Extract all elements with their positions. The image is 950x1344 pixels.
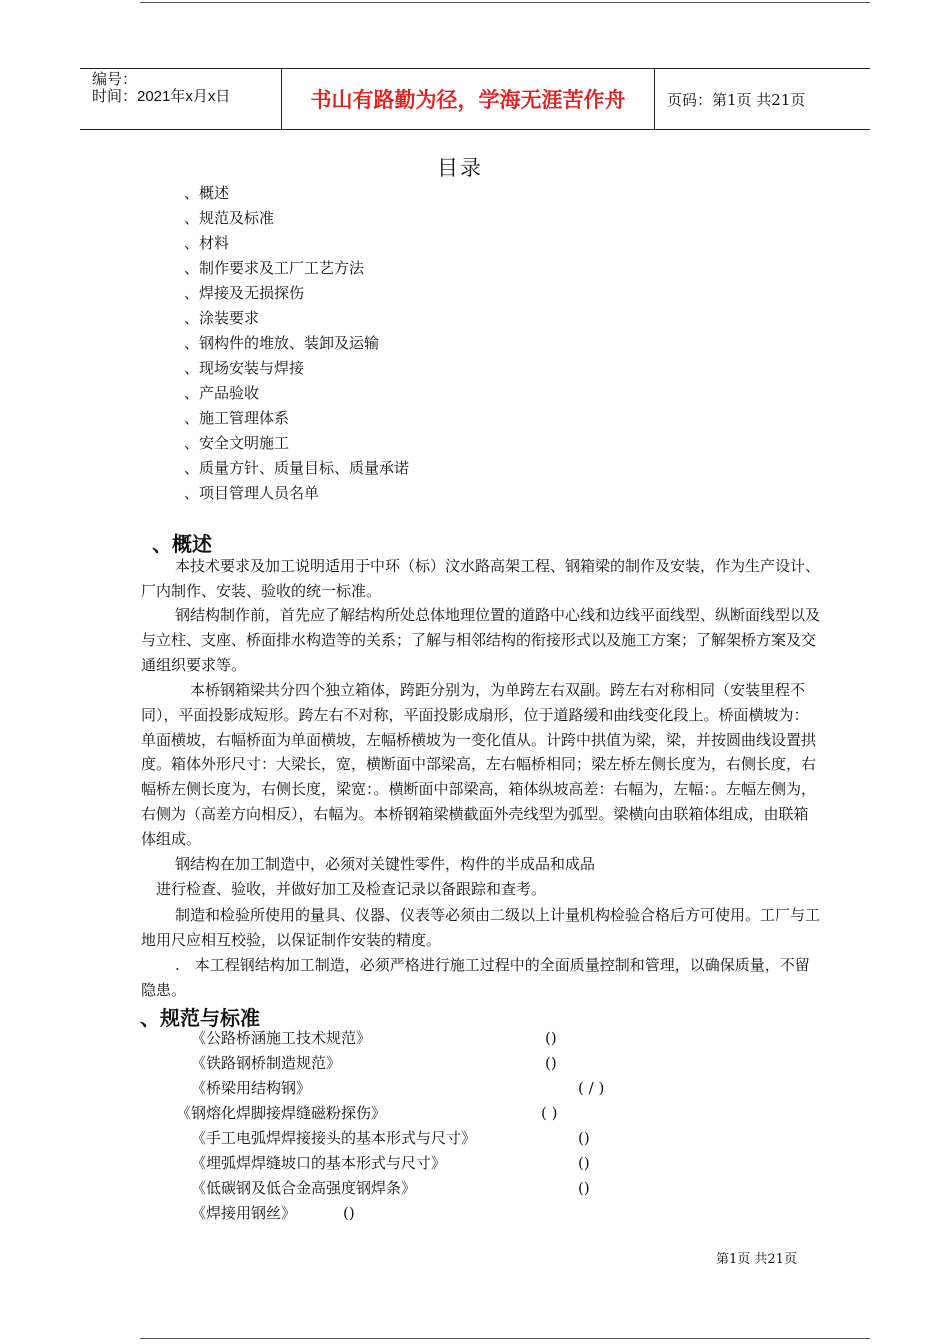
paragraph: 本桥钢箱梁共分四个独立箱体，跨距分别为，为单跨左右双副。跨左右对称相同（安装里程不同），平面投影成短形。跨左右不对称，平面投影成扇形，位于道路缓和曲线变化段上。桥面横坡为：单面横坡，右幅桥面为单面横坡，左幅桥横坡为一变化值从。计跨中拱值为梁，梁，并按圆曲线设置拱度。箱体外形尺寸：大梁长，宽，横断面中部梁高，左右幅桥相同；梁左桥左侧长度为，右侧长度，右幅桥左侧长度为，右侧长度，梁宽：。横断面中部梁高，箱体纵坡高差：右幅为，左幅：。左幅左侧为，右侧为（高差方向相反），右幅为。本桥钢箱梁横截面外壳线型为弧型。梁横向由联箱体组成，由联箱体组成。	[141, 681, 817, 848]
toc-item: 、制作要求及工厂工艺方法	[184, 259, 365, 277]
standard-name: 《焊接用钢丝》	[191, 1204, 297, 1222]
paragraph: 本技术要求及加工说明适用于中环（标）汶水路高架工程、钢箱梁的制作及安装，作为生产设计、厂内制作、安装、验收的统一标准。	[141, 557, 821, 600]
toc-item: 、项目管理人员名单	[184, 484, 320, 502]
header-page-cell	[655, 69, 870, 129]
header-motto-cell	[282, 69, 655, 129]
table-of-contents	[184, 181, 409, 506]
toc-item: 、现场安装与焊接	[184, 359, 305, 377]
standard-code: ()	[578, 1179, 590, 1197]
standard-code: ( / )	[578, 1079, 605, 1097]
standard-code: ()	[343, 1204, 355, 1222]
standard-name: 《手工电弧焊焊接接头的基本形式与尺寸》	[191, 1129, 477, 1147]
header-meta-cell	[80, 69, 282, 129]
standard-name: 《钢熔化焊脚接焊缝磁粉探伤》	[176, 1104, 387, 1122]
toc-item: 、施工管理体系	[184, 409, 290, 427]
toc-item: 、涂装要求	[184, 309, 260, 327]
toc-item: 、焊接及无损探伤	[184, 284, 305, 302]
bottom-rule	[140, 1338, 870, 1339]
footer-page-number: 第1页 共21页	[716, 1252, 797, 1267]
standard-code: ()	[578, 1154, 590, 1172]
toc-title: 目录	[437, 156, 483, 180]
page-header	[80, 68, 870, 130]
document-number-label: 编号：	[92, 71, 138, 88]
document-date: 时间：2021年x月x日	[92, 88, 231, 105]
paragraph: . 本工程钢结构加工制造，必须严格进行施工过程中的全面质量控制和管理，以确保质量，不留隐患。	[141, 956, 810, 999]
toc-item: 、安全文明施工	[184, 434, 290, 452]
section-heading-overview: 、概述	[152, 532, 212, 556]
standard-name: 《埋弧焊焊缝坡口的基本形式与尺寸》	[191, 1154, 447, 1172]
section-heading-standards: 、规范与标准	[140, 1006, 260, 1030]
standard-name: 《铁路钢桥制造规范》	[191, 1054, 342, 1072]
standard-code: ( )	[541, 1104, 558, 1122]
toc-item: 、产品验收	[184, 384, 260, 402]
standard-name: 《低碳钢及低合金高强度钢焊条》	[191, 1179, 417, 1197]
standard-code: ()	[578, 1129, 590, 1147]
toc-item: 、概述	[184, 184, 230, 202]
standard-name: 《公路桥涵施工技术规范》	[191, 1029, 372, 1047]
standard-name: 《桥梁用结构钢》	[191, 1079, 312, 1097]
paragraph: 钢结构在加工制造中，必须对关键性零件，构件的半成品和成品	[175, 855, 596, 873]
toc-item: 、规范及标准	[184, 209, 275, 227]
top-rule	[140, 2, 870, 3]
standard-code: ()	[545, 1029, 557, 1047]
header-page-info: 页码：第1页 共21页	[667, 90, 806, 109]
standard-code: ()	[545, 1054, 557, 1072]
motto-text: 书山有路勤为径，学海无涯苦作舟	[310, 88, 626, 112]
paragraph: 钢结构制作前，首先应了解结构所处总体地理位置的道路中心线和边线平面线型、纵断面线型以及与立柱、支座、桥面排水构造等的关系；了解与相邻结构的衔接形式以及施工方案；了解架桥方案及交通组织要求等。	[141, 606, 821, 674]
toc-item: 、钢构件的堆放、装卸及运输	[184, 334, 380, 352]
toc-item: 、材料	[184, 234, 230, 252]
paragraph: 进行检查、验收，并做好加工及检查记录以备跟踪和查考。	[156, 880, 547, 898]
toc-item: 、质量方针、质量目标、质量承诺	[184, 459, 410, 477]
paragraph: 制造和检验所使用的量具、仪器、仪表等必须由二级以上计量机构检验合格后方可使用。工厂与工地用尺应相互校验，以保证制作安装的精度。	[141, 906, 821, 949]
